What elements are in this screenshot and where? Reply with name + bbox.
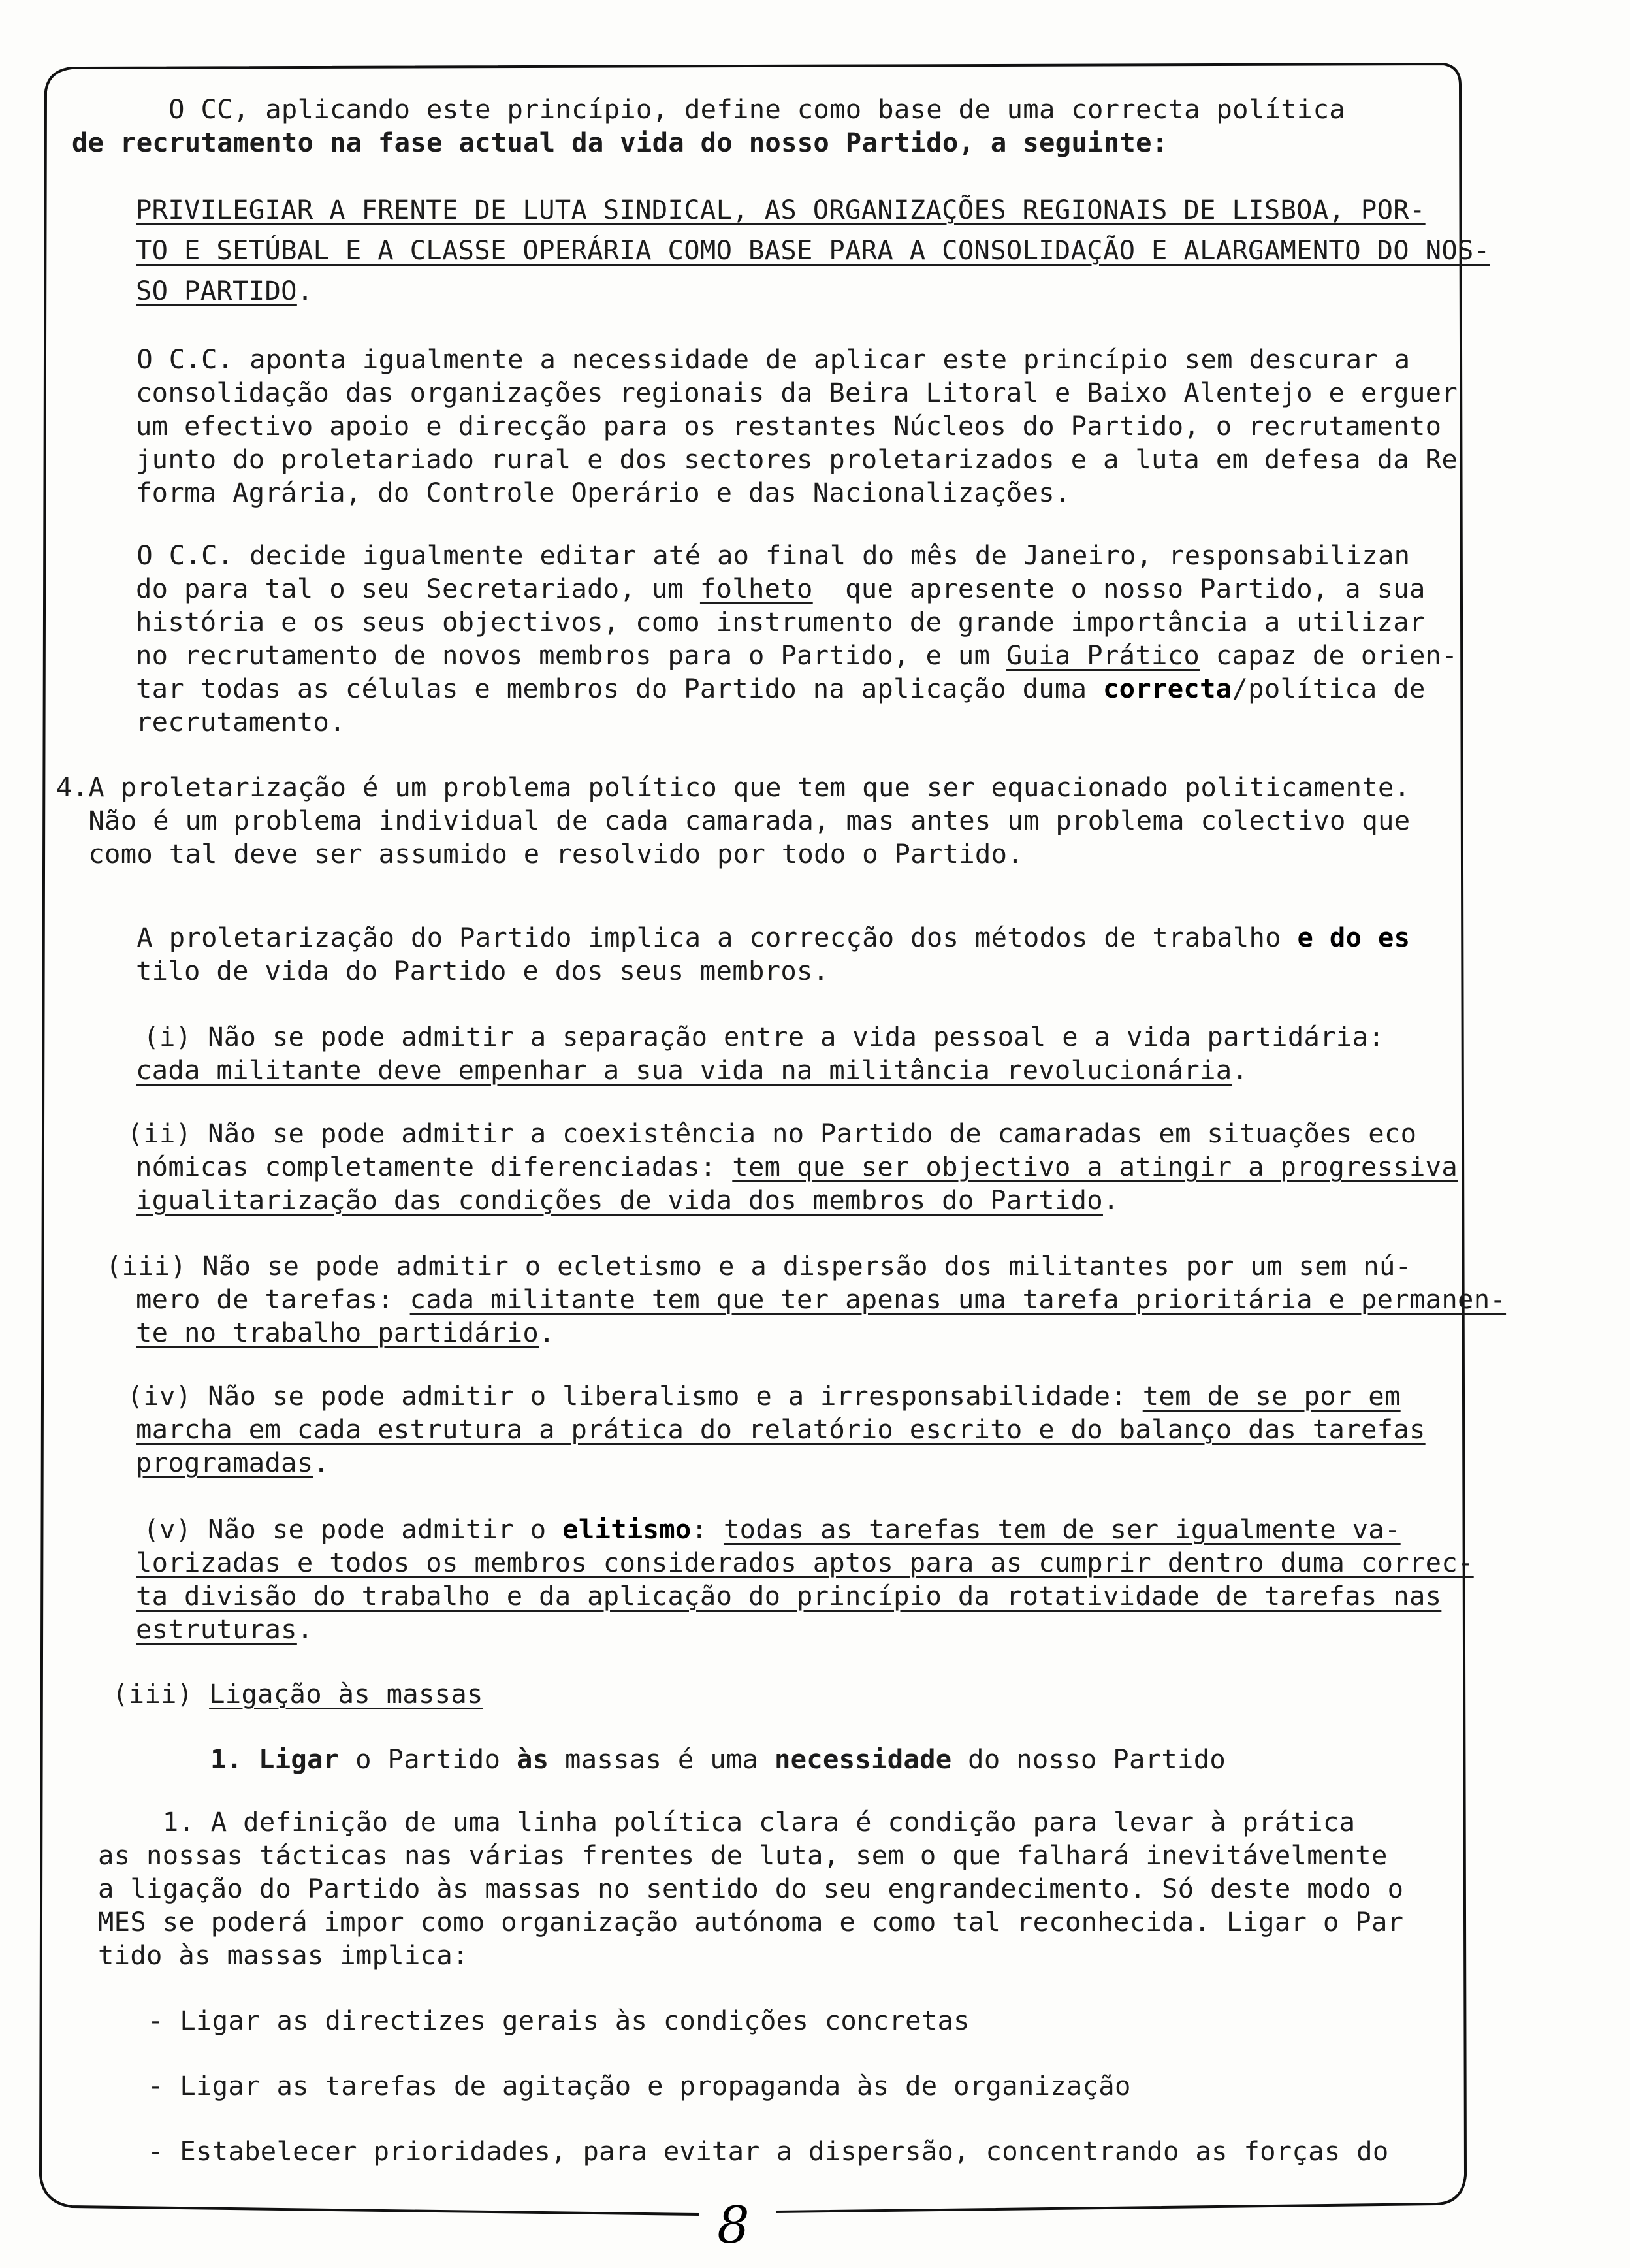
underlined-text: cada militante tem que ter apenas uma tarefa prioritária e permanen- [409,1284,1507,1315]
text-line [148,2004,970,2037]
line-text: história e os seus objectivos, como instrumento de grande importância a utilizar [136,606,1426,638]
text-line [56,804,1410,837]
text-line [72,93,1345,125]
text-line [136,1580,1441,1612]
line-text: recrutamento. [136,706,345,737]
underlined-text: folheto [699,573,813,604]
underlined-text: PRIVILEGIAR A FRENTE DE LUTA SINDICAL, AS ORGANIZAÇÕES REGIONAIS DE LISBOA, POR- [136,194,1426,225]
line-text: as nossas tácticas nas várias frentes de luta, sem o que falhará inevitávelmente [98,1839,1388,1871]
line-text: MES se poderá impor como organização autónoma e como tal reconhecida. Ligar o Par [98,1906,1404,1937]
line-text: . [1232,1054,1249,1086]
underlined-text: Ligação às massas [209,1678,483,1709]
text-line [136,1054,1248,1086]
text-line [136,954,829,987]
underlined-text: estruturas [136,1613,297,1645]
line-text: - Ligar as directizes gerais às condições concretas [148,2005,970,2036]
line-text: - Ligar as tarefas de agitação e propaganda às de organização [148,2070,1131,2101]
text-line [72,126,1168,159]
underlined-text: SO PARTIDO [136,275,297,306]
text-line [111,1380,1401,1412]
text-line [111,1117,1416,1150]
line-text: (i) Não se pode admitir a separação entre a vida pessoal e a vida partidária: [111,1021,1384,1052]
line-text: do nosso Partido [951,1743,1226,1775]
line-text: do para tal o seu Secretariado, um [136,573,700,604]
text-line [136,1546,1474,1579]
underlined-text: igualitarização das condições de vida dos membros do Partido [136,1184,1103,1216]
text-line [98,1872,1403,1905]
line-text: tido às massas implica: [98,1939,469,1971]
line-text: (v) Não se pode admitir o [111,1514,563,1545]
line-text: um efectivo apoio e direcção para os restantes Núcleos do Partido, o recrutamento [136,410,1442,442]
line-text: 1. Ligar [210,1743,340,1775]
line-text: O CC, aplicando este princípio, define como base de uma correcta política [72,93,1345,125]
text-line [104,921,1410,954]
text-line [56,771,1410,803]
line-text: nómicas completamente diferenciadas: [136,1151,733,1182]
line-text: O C.C. decide igualmente editar até ao final do mês de Janeiro, responsabilizan [104,540,1411,571]
line-text: . [539,1317,555,1348]
text-line [106,1250,1411,1282]
line-text: 1. A definição de uma linha política clara é condição para levar à prática [98,1806,1356,1838]
text-line [136,1150,1458,1183]
page-number: 8 [717,2196,750,2255]
line-text: às [516,1743,549,1775]
text-line [136,639,1458,672]
text-line [136,1413,1426,1446]
text-line [56,837,1023,870]
text-line [136,1184,1119,1216]
text-line [98,1905,1403,1938]
text-line [98,1806,1355,1838]
line-text: no recrutamento de novos membros para o Partido, e um [136,640,1006,671]
text-line [104,343,1410,376]
text-line [136,1446,329,1479]
line-text: que apresente o nosso Partido, a sua [812,573,1426,604]
line-text: de recrutamento na fase actual da vida do nosso Partido, a seguinte: [72,127,1168,158]
text-line [136,672,1426,705]
text-line [136,443,1458,476]
text-line [136,572,1426,605]
line-text: forma Agrária, do Controle Operário e das Nacionalizações. [136,477,1071,508]
line-text: Não é um problema individual de cada camarada, mas antes um problema colectivo que [56,805,1411,836]
line-text: e do es [1297,922,1411,953]
line-text: . [313,1447,330,1478]
line-text: tar todas as células e membros do Partido na aplicação duma [136,673,1103,704]
text-line [111,1513,1401,1546]
text-line [136,1283,1506,1316]
underlined-text: te no trabalho partidário [136,1317,539,1348]
line-text: /política de [1232,673,1426,704]
line-text: (iii) Não se pode admitir o ecletismo e a dispersão dos militantes por um sem nú- [106,1250,1412,1282]
line-text: mero de tarefas: [136,1284,410,1315]
underlined-text: todas as tarefas tem de ser igualmente va- [723,1514,1401,1545]
line-text: correcta [1102,673,1232,704]
text-line [136,606,1426,638]
underlined-text: tem que ser objectivo a atingir a progressiva [732,1151,1458,1182]
line-text: consolidação das organizações regionais da Beira Litoral e Baixo Alentejo e erguer [136,377,1458,408]
text-line [136,193,1426,226]
text-line [136,274,313,307]
line-text: junto do proletariado rural e dos sectores proletarizados e a luta em defesa da Re [136,444,1458,475]
text-line [136,1613,313,1645]
line-text: (ii) Não se pode admitir a coexistência no Partido de camaradas em situações eco [111,1118,1417,1149]
text-line [104,539,1410,572]
text-line [136,705,345,738]
text-line [136,476,1071,509]
text-line [136,376,1458,409]
underlined-text: cada militante deve empenhar a sua vida na militância revolucionária [136,1054,1232,1086]
text-line [148,2135,1389,2167]
line-text: elitismo [562,1514,692,1545]
text-line [136,234,1490,267]
underlined-text: tem de se por em [1142,1380,1401,1412]
text-line [148,2069,1131,2102]
line-text: o Partido [339,1743,517,1775]
line-text: 4.A proletarização é um problema político que tem que ser equacionado politicamente. [56,771,1411,803]
line-text: (iii) [112,1678,210,1709]
line-text: tilo de vida do Partido e dos seus membros. [136,955,829,986]
text-line [111,1020,1384,1053]
line-text: a ligação do Partido às massas no sentido do seu engrandecimento. Só deste modo o [98,1873,1404,1904]
text-line [98,1939,469,1971]
line-text: capaz de orien- [1200,640,1458,671]
line-text: massas é uma [549,1743,775,1775]
line-text: O C.C. aponta igualmente a necessidade de aplicar este princípio sem descurar a [104,344,1411,375]
underlined-text: Guia Prático [1006,640,1200,671]
text-line [210,1743,1226,1775]
underlined-text: programadas [136,1447,313,1478]
line-text: . [1102,1184,1119,1216]
text-line [136,410,1441,442]
line-text: - Estabelecer prioridades, para evitar a dispersão, concentrando as forças do [148,2135,1389,2167]
line-text: : [691,1514,724,1545]
underlined-text: ta divisão do trabalho e da aplicação do princípio da rotatividade de tarefas nas [136,1580,1442,1612]
line-text: . [296,275,313,306]
line-text: . [296,1613,313,1645]
line-text: (iv) Não se pode admitir o liberalismo e a irresponsabilidade: [111,1380,1143,1412]
line-text: A proletarização do Partido implica a correcção dos métodos de trabalho [104,922,1298,953]
text-line [136,1316,555,1349]
underlined-text: lorizadas e todos os membros considerados aptos para as cumprir dentro duma correc- [136,1547,1474,1578]
text-line [112,1677,483,1710]
text-line [98,1839,1388,1871]
line-text: necessidade [774,1743,952,1775]
line-text: como tal deve ser assumido e resolvido por todo o Partido. [56,838,1023,869]
underlined-text: TO E SETÚBAL E A CLASSE OPERÁRIA COMO BASE PARA A CONSOLIDAÇÃO E ALARGAMENTO DO NOS- [136,235,1490,266]
underlined-text: marcha em cada estrutura a prática do relatório escrito e do balanço das tarefas [136,1414,1426,1445]
